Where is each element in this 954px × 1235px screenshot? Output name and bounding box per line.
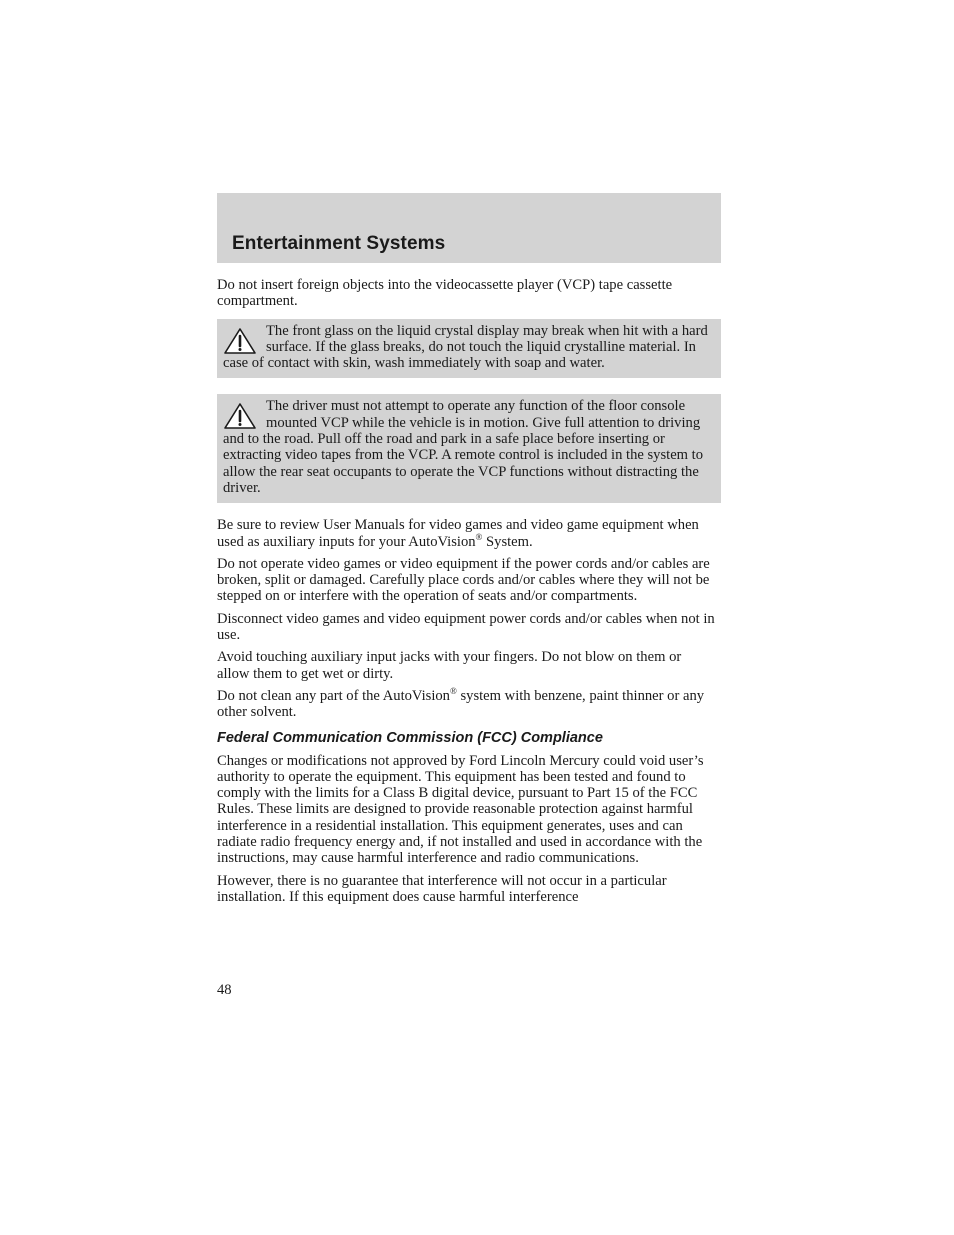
fcc-paragraph-1: Changes or modifications not approved by Ford Lincoln Mercury could void user’s authority to operate the equipment. This equipment has been tested and found to comply with the limits for a Class B digital device, pursuant to Part 15 of the FCC Rules. These limits are designed to provide reasonable protection against harmful interference in a residential installation. This equipment generates, uses and can radiate radio frequency energy and, if not installed and used in accordance with the instructions, may cause harmful interference and radio communications.: [217, 752, 704, 867]
disconnect-paragraph: Disconnect video games and video equipment power cords and/or cables when not in use.: [217, 610, 715, 644]
input-jacks-paragraph: Avoid touching auxiliary input jacks with your fingers. Do not blow on them or allow them to get wet or dirty.: [217, 649, 682, 682]
page-number: 48: [217, 982, 232, 998]
warning-text: The driver must not attempt to operate any function of the floor console mounted VCP while the vehicle is in motion. Give full attention to driving and to the road. Pull off the road and park in a safe place before inserting or extracting video tapes from the VCP. A remote control is included in the system to allow the rear seat occupants to operate the VCP functions without distracting the driver.: [223, 398, 704, 496]
registered-mark: ®: [449, 686, 457, 697]
section-header: [217, 193, 721, 263]
page-content: [217, 277, 717, 911]
registered-mark: ®: [475, 531, 483, 542]
review-manuals-paragraph: Be sure to review User Manuals for video games and video game equipment when used as auxiliary inputs for your AutoVision® System.: [217, 517, 699, 550]
warning-triangle-icon: [223, 402, 257, 430]
warning-box-driver: [217, 394, 721, 503]
warning-triangle-icon: [223, 327, 257, 355]
power-cords-paragraph: Do not operate video games or video equipment if the power cords and/or cables are broken, split or damaged. Carefully place cords and/or cables where they will not be stepped on or interfere with the operation of seats and/or compartments.: [217, 555, 710, 605]
warning-box-lcd: [217, 319, 721, 379]
intro-paragraph: Do not insert foreign objects into the videocassette player (VCP) tape cassette compartment.: [217, 277, 673, 310]
fcc-paragraph-2: However, there is no guarantee that interference will not occur in a particular installation. If this equipment does cause harmful interference: [217, 872, 667, 905]
warning-text: The front glass on the liquid crystal display may break when hit with a hard surface. If the glass breaks, do not touch the liquid crystalline material. In case of contact with skin, wash immediately with soap and water.: [223, 322, 708, 372]
section-title: Entertainment Systems: [232, 233, 446, 254]
cleaning-paragraph: Do not clean any part of the AutoVision® system with benzene, paint thinner or any other solvent.: [217, 686, 705, 721]
fcc-heading: Federal Communication Commission (FCC) Compliance: [217, 729, 603, 746]
